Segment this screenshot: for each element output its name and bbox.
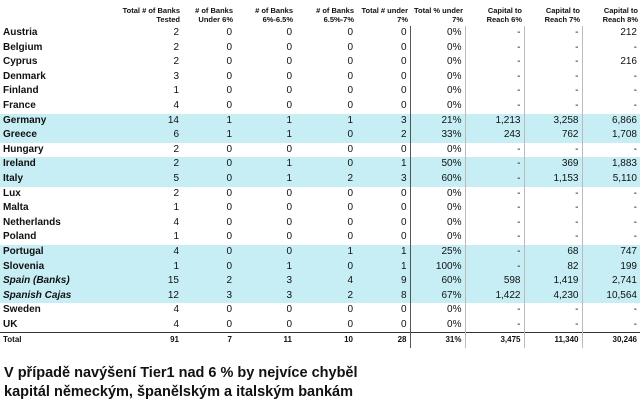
value-cell: 0	[295, 157, 356, 172]
value-cell: -	[465, 318, 524, 333]
value-cell: 4	[173, 216, 179, 228]
value-cell: 2	[173, 41, 179, 53]
value-cell: 11	[235, 333, 295, 348]
value-cell: 60%	[410, 274, 465, 289]
value-cell: 0	[286, 216, 292, 228]
country-cell: Belgium	[3, 41, 43, 53]
value-cell: 3	[235, 274, 295, 289]
table-body	[0, 26, 640, 348]
table-row	[0, 172, 640, 187]
value-cell: 11,340	[524, 333, 582, 348]
value-cell: 3	[235, 289, 295, 304]
value-cell: 0%	[410, 187, 465, 202]
value-cell: 369	[524, 157, 582, 172]
value-cell: 1	[295, 114, 356, 129]
value-cell: 0%	[410, 201, 465, 216]
column-header: Capital to Reach 8%	[602, 6, 638, 24]
value-cell: 0	[356, 230, 410, 245]
value-cell: 747	[582, 245, 640, 260]
value-cell: 4	[173, 318, 179, 330]
value-cell: 1	[356, 260, 410, 275]
column-header: # of Banks Under 6%	[195, 6, 233, 24]
value-cell: -	[465, 172, 524, 187]
value-cell: 0	[226, 41, 232, 53]
value-cell: 14	[98, 114, 182, 129]
country-cell: Germany	[0, 114, 98, 129]
value-cell: 0%	[410, 55, 465, 70]
column-header: Total % under 7%	[413, 6, 463, 24]
value-cell: -	[465, 143, 524, 158]
value-cell: 0	[347, 143, 353, 155]
country-cell: Sweden	[3, 304, 41, 316]
value-cell: 33%	[410, 128, 465, 143]
value-cell: -	[633, 99, 637, 111]
value-cell: 50%	[410, 157, 465, 172]
value-cell: 10	[295, 333, 356, 348]
value-cell: 1	[295, 245, 356, 260]
value-cell: 0	[182, 260, 235, 275]
value-cell: 0	[295, 260, 356, 275]
value-cell: 12	[98, 289, 182, 304]
country-cell: Portugal	[0, 245, 98, 260]
value-cell: 1	[235, 128, 295, 143]
value-cell: -	[633, 143, 637, 155]
value-cell: 0	[347, 41, 353, 53]
value-cell: 1	[235, 157, 295, 172]
value-cell: 0	[286, 202, 292, 214]
value-cell: 0	[235, 245, 295, 260]
value-cell: 2	[295, 172, 356, 187]
value-cell: -	[524, 303, 582, 318]
value-cell: 60%	[410, 172, 465, 187]
value-cell: 3	[356, 172, 410, 187]
value-cell: -	[633, 70, 637, 82]
value-cell: 0%	[410, 84, 465, 99]
country-cell: Greece	[0, 128, 98, 143]
value-cell: 0%	[410, 143, 465, 158]
value-cell: 0%	[410, 303, 465, 318]
value-cell: 0	[226, 231, 232, 243]
value-cell: -	[524, 26, 582, 41]
value-cell: -	[524, 216, 582, 231]
value-cell: -	[524, 318, 582, 333]
value-cell: 216	[620, 56, 637, 68]
column-header: # of Banks 6%-6.5%	[255, 6, 293, 24]
value-cell: 6	[98, 128, 182, 143]
value-cell: 5,110	[582, 172, 640, 187]
table-row	[0, 157, 640, 172]
value-cell: -	[633, 304, 637, 316]
value-cell: 0	[356, 99, 410, 114]
value-cell: 199	[582, 260, 640, 275]
value-cell: 0	[286, 70, 292, 82]
value-cell: 1	[235, 114, 295, 129]
value-cell: 0	[286, 27, 292, 38]
value-cell: 0	[286, 304, 292, 316]
value-cell: 82	[524, 260, 582, 275]
value-cell: 0%	[410, 41, 465, 56]
value-cell: 2	[356, 128, 410, 143]
value-cell: 0	[286, 99, 292, 111]
value-cell: 0	[182, 157, 235, 172]
value-cell: 212	[620, 27, 637, 38]
value-cell: 0	[182, 172, 235, 187]
value-cell: 0	[356, 216, 410, 231]
value-cell: 0	[226, 99, 232, 111]
value-cell: -	[633, 318, 637, 330]
value-cell: 0	[226, 70, 232, 82]
value-cell: 0	[226, 85, 232, 97]
value-cell: 4	[173, 304, 179, 316]
country-cell: France	[3, 99, 36, 111]
value-cell: 2	[173, 143, 179, 155]
value-cell: -	[524, 55, 582, 70]
value-cell: 3	[356, 114, 410, 129]
value-cell: 0	[356, 70, 410, 85]
value-cell: 0	[356, 143, 410, 158]
value-cell: 1	[235, 260, 295, 275]
value-cell: -	[524, 84, 582, 99]
value-cell: 1	[182, 114, 235, 129]
value-cell: 0	[226, 27, 232, 38]
value-cell: 0	[356, 55, 410, 70]
table-row	[0, 216, 640, 231]
value-cell: 0%	[410, 70, 465, 85]
value-cell: 21%	[410, 114, 465, 129]
country-cell: Spain (Banks)	[0, 274, 98, 289]
value-cell: -	[633, 41, 637, 53]
value-cell: 3,475	[465, 333, 524, 348]
value-cell: 0	[347, 318, 353, 330]
value-cell: -	[633, 85, 637, 97]
table-row	[0, 41, 640, 56]
value-cell: 0	[356, 84, 410, 99]
value-cell: -	[524, 41, 582, 56]
value-cell: 0	[356, 303, 410, 318]
value-cell: 0	[286, 187, 292, 199]
value-cell: 6,866	[582, 114, 640, 129]
value-cell: -	[465, 303, 524, 318]
value-cell: 4	[98, 245, 182, 260]
country-cell: Hungary	[3, 143, 44, 155]
country-cell: Austria	[3, 27, 38, 38]
value-cell: -	[524, 70, 582, 85]
table-row	[0, 99, 640, 114]
value-cell: 1,153	[524, 172, 582, 187]
value-cell: -	[524, 187, 582, 202]
value-cell: 100%	[410, 260, 465, 275]
column-header: Total # under 7%	[361, 6, 408, 24]
value-cell: 1	[173, 202, 179, 214]
value-cell: 0%	[410, 318, 465, 333]
caption-line-1: V případě navýšení Tier1 nad 6 % by nejvíce chyběl	[4, 365, 358, 381]
table-row	[0, 303, 640, 318]
value-cell: 0	[347, 70, 353, 82]
value-cell: 0	[356, 26, 410, 41]
value-cell: 0	[347, 216, 353, 228]
value-cell: 0	[226, 216, 232, 228]
value-cell: 2	[295, 289, 356, 304]
table-row	[0, 143, 640, 158]
value-cell: 0%	[410, 216, 465, 231]
value-cell: 0	[286, 85, 292, 97]
country-cell: Cyprus	[3, 56, 38, 68]
value-cell: 0	[356, 201, 410, 216]
caption-line-2: kapitál německým, španělským a italským bankám	[4, 384, 353, 400]
value-cell: 3	[173, 70, 179, 82]
value-cell: 0	[226, 187, 232, 199]
table-row	[0, 289, 640, 304]
value-cell: 3	[182, 289, 235, 304]
value-cell: 2	[173, 56, 179, 68]
country-cell: Spanish Cajas	[0, 289, 98, 304]
table-header-row	[0, 0, 640, 26]
value-cell: -	[633, 187, 637, 199]
table-row	[0, 84, 640, 99]
value-cell: 31%	[410, 333, 465, 348]
value-cell: 0	[182, 245, 235, 260]
country-cell: Lux	[3, 187, 21, 199]
value-cell: 0	[226, 56, 232, 68]
value-cell: 0	[286, 143, 292, 155]
table-row	[0, 55, 640, 70]
table-row	[0, 26, 640, 41]
value-cell: 1,213	[465, 114, 524, 129]
header-country	[0, 0, 98, 26]
value-cell: 8	[356, 289, 410, 304]
value-cell: 91	[98, 333, 182, 348]
value-cell: 0	[347, 99, 353, 111]
value-cell: -	[465, 216, 524, 231]
value-cell: 1	[235, 172, 295, 187]
value-cell: 4	[295, 274, 356, 289]
value-cell: -	[633, 216, 637, 228]
value-cell: 762	[524, 128, 582, 143]
value-cell: 243	[465, 128, 524, 143]
value-cell: -	[465, 84, 524, 99]
column-header: Total # of Banks Tested	[122, 6, 180, 24]
value-cell: 0	[356, 41, 410, 56]
value-cell: 2	[98, 157, 182, 172]
column-header: Capital to Reach 6%	[486, 6, 522, 24]
value-cell: 1,708	[582, 128, 640, 143]
value-cell: 0	[286, 56, 292, 68]
value-cell: 10,564	[582, 289, 640, 304]
value-cell: -	[465, 26, 524, 41]
value-cell: 5	[98, 172, 182, 187]
value-cell: 28	[356, 333, 410, 348]
country-cell: Slovenia	[0, 260, 98, 275]
value-cell: 1	[356, 245, 410, 260]
table-row	[0, 187, 640, 202]
value-cell: 2	[173, 27, 179, 38]
value-cell: 2	[173, 187, 179, 199]
table-row	[0, 70, 640, 85]
value-cell: 1,422	[465, 289, 524, 304]
value-cell: 0	[226, 143, 232, 155]
column-header: # of Banks 6.5%-7%	[316, 6, 354, 24]
country-cell: Italy	[0, 172, 98, 187]
value-cell: 0%	[410, 230, 465, 245]
value-cell: 0	[286, 231, 292, 243]
value-cell: 0	[347, 187, 353, 199]
value-cell: 4,230	[524, 289, 582, 304]
value-cell: 0%	[410, 26, 465, 41]
value-cell: -	[465, 41, 524, 56]
total-row	[0, 333, 640, 348]
value-cell: 598	[465, 274, 524, 289]
value-cell: 1	[356, 157, 410, 172]
table-row	[0, 318, 640, 333]
value-cell: -	[465, 201, 524, 216]
value-cell: 0	[347, 56, 353, 68]
value-cell: 0	[286, 41, 292, 53]
value-cell: 0	[226, 202, 232, 214]
value-cell: 0	[347, 231, 353, 243]
country-cell: UK	[3, 318, 18, 330]
value-cell: 67%	[410, 289, 465, 304]
value-cell: 0	[347, 27, 353, 38]
value-cell: -	[465, 55, 524, 70]
value-cell: -	[465, 157, 524, 172]
value-cell: -	[633, 231, 637, 243]
value-cell: -	[524, 230, 582, 245]
value-cell: 0	[286, 318, 292, 330]
value-cell: 1	[173, 85, 179, 97]
value-cell: 0	[226, 318, 232, 330]
caption	[4, 364, 358, 402]
value-cell: -	[524, 99, 582, 114]
value-cell: 1,419	[524, 274, 582, 289]
value-cell: 1	[182, 128, 235, 143]
value-cell: 1,883	[582, 157, 640, 172]
value-cell: -	[524, 201, 582, 216]
value-cell: -	[465, 245, 524, 260]
value-cell: 25%	[410, 245, 465, 260]
value-cell: -	[633, 202, 637, 214]
value-cell: -	[524, 143, 582, 158]
country-cell: Total	[0, 333, 98, 348]
country-cell: Poland	[3, 231, 37, 243]
table-row	[0, 128, 640, 143]
table-row	[0, 274, 640, 289]
value-cell: 0	[347, 85, 353, 97]
value-cell: -	[465, 260, 524, 275]
value-cell: 7	[182, 333, 235, 348]
country-cell: Denmark	[3, 70, 46, 82]
table-row	[0, 201, 640, 216]
value-cell: 15	[98, 274, 182, 289]
value-cell: 0	[356, 187, 410, 202]
value-cell: 0	[347, 202, 353, 214]
value-cell: 0	[356, 318, 410, 333]
country-cell: Malta	[3, 202, 29, 214]
value-cell: -	[465, 99, 524, 114]
value-cell: 4	[173, 99, 179, 111]
value-cell: 68	[524, 245, 582, 260]
value-cell: 0	[347, 304, 353, 316]
column-header: Capital to Reach 7%	[544, 6, 580, 24]
value-cell: 0	[226, 304, 232, 316]
country-cell: Netherlands	[3, 216, 61, 228]
value-cell: 3,258	[524, 114, 582, 129]
value-cell: 0	[295, 128, 356, 143]
table-row	[0, 114, 640, 129]
table-row	[0, 245, 640, 260]
table-row	[0, 260, 640, 275]
value-cell: 9	[356, 274, 410, 289]
value-cell: 0%	[410, 99, 465, 114]
country-cell: Ireland	[0, 157, 98, 172]
country-cell: Finland	[3, 85, 39, 97]
value-cell: -	[465, 187, 524, 202]
value-cell: 2,741	[582, 274, 640, 289]
value-cell: 1	[98, 260, 182, 275]
value-cell: 2	[182, 274, 235, 289]
value-cell: 30,246	[582, 333, 640, 348]
value-cell: -	[465, 70, 524, 85]
value-cell: -	[465, 230, 524, 245]
value-cell: 1	[173, 231, 179, 243]
table-row	[0, 230, 640, 245]
